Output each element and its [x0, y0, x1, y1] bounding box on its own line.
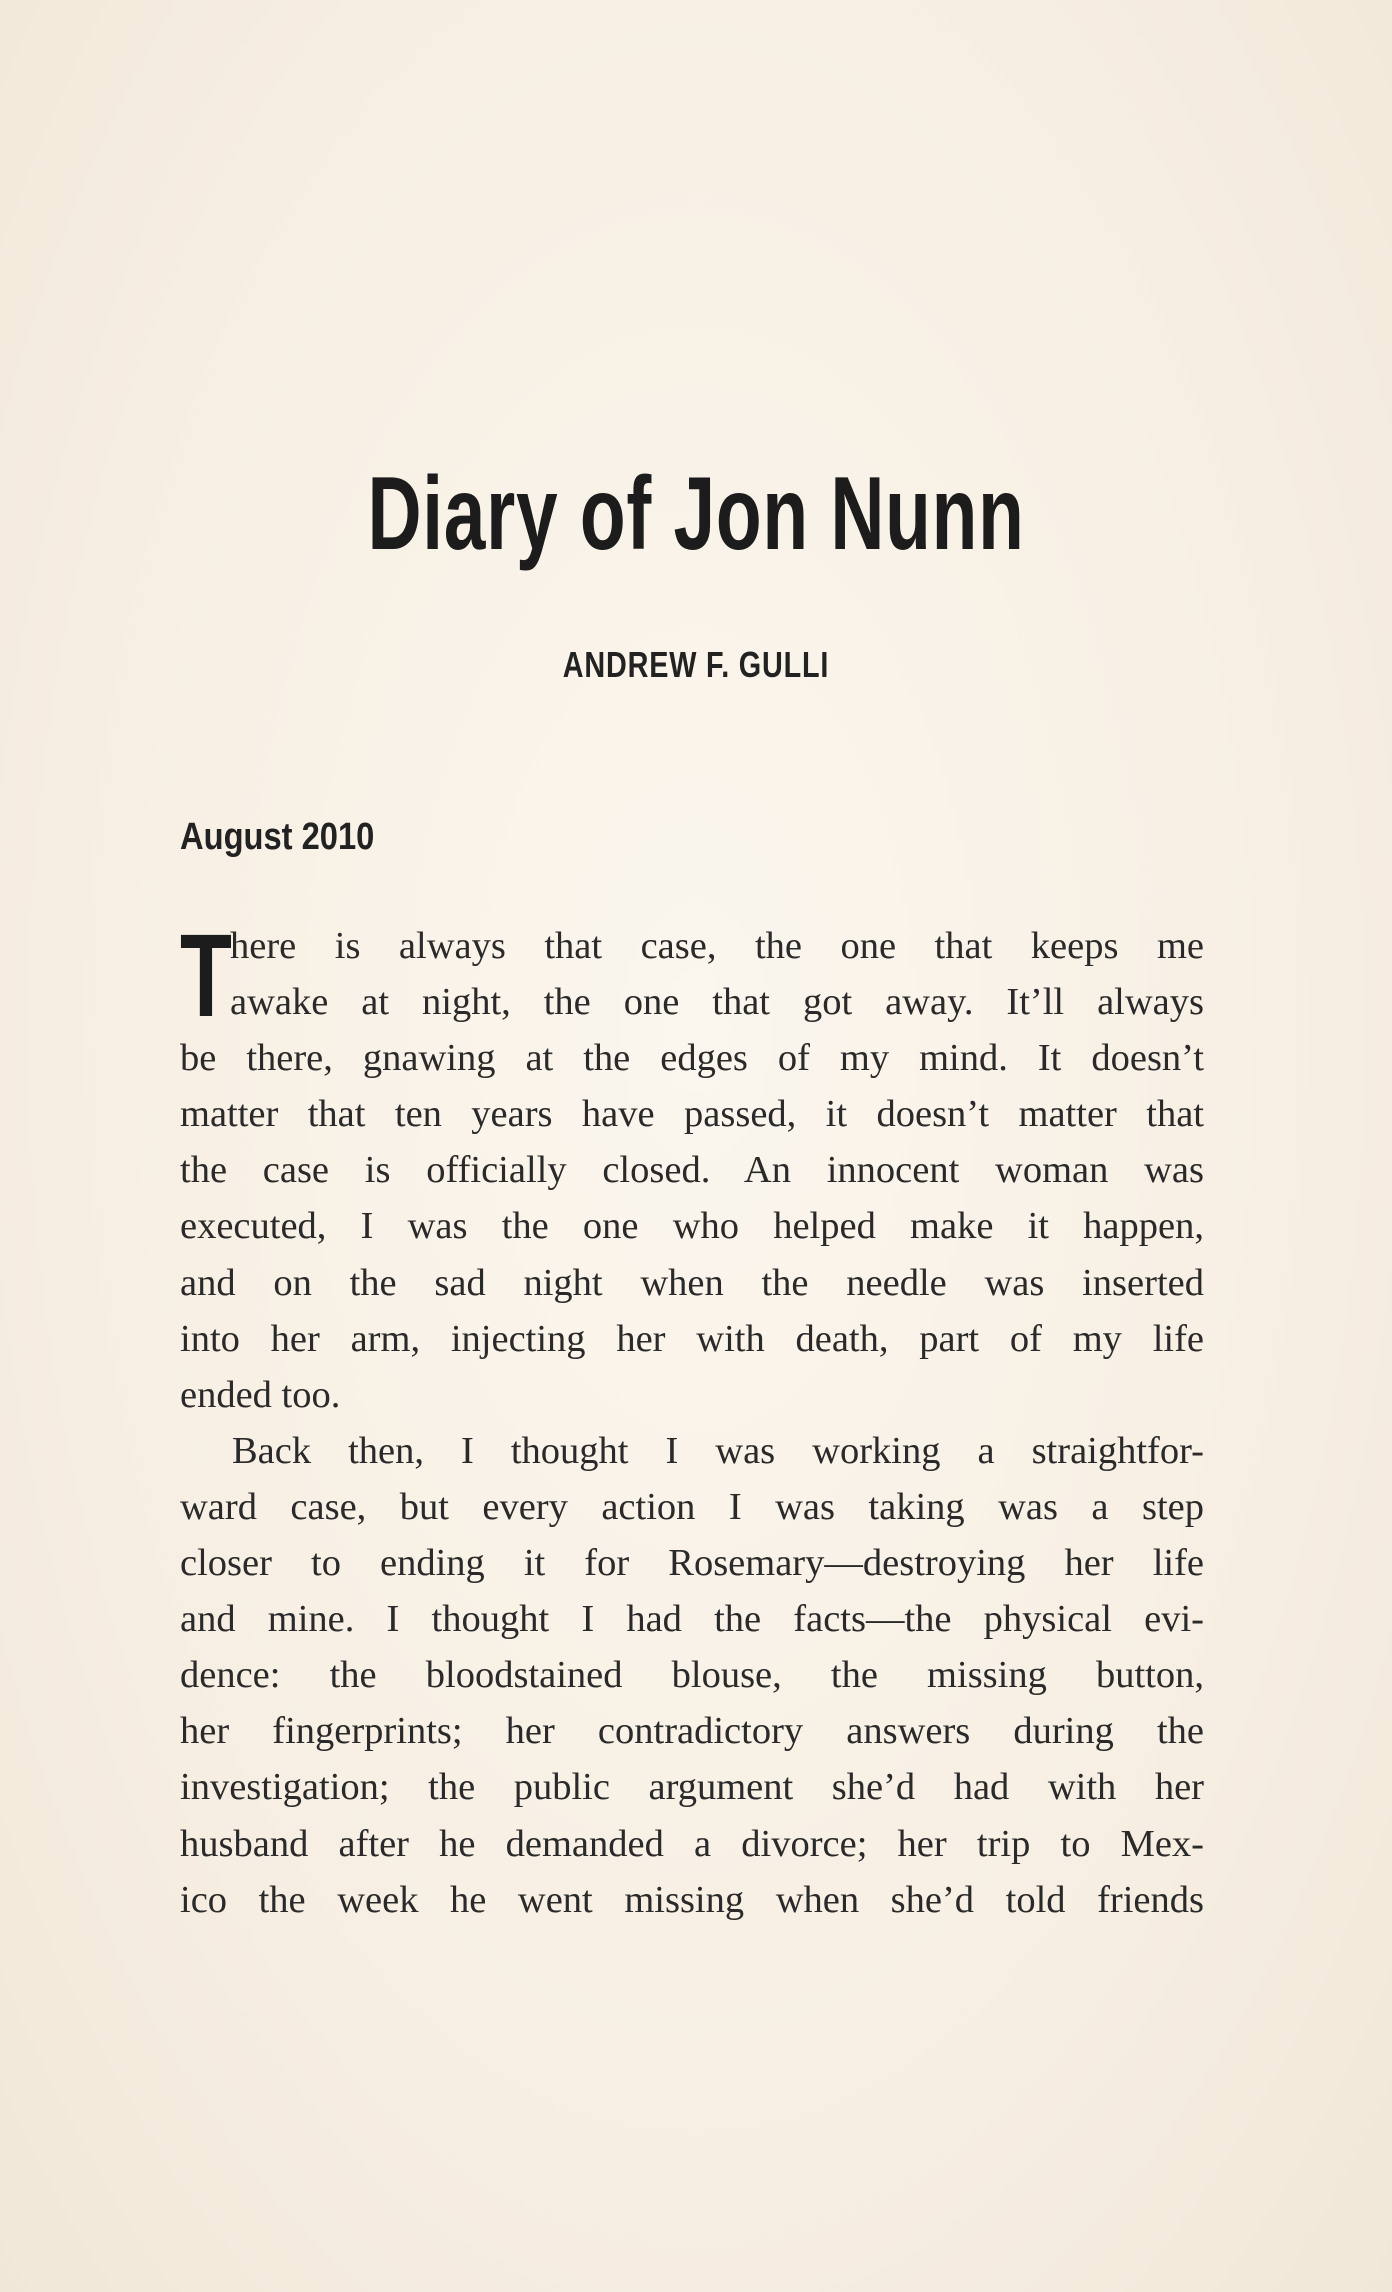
- chapter-title: Diary of Jon Nunn: [367, 456, 1025, 572]
- text-line: matter that ten years have passed, it doesn’t matter that: [180, 1093, 1204, 1136]
- text-line: executed, I was the one who helped make it happen,: [180, 1205, 1204, 1248]
- text-line: her fingerprints; her contradictory answers during the: [180, 1710, 1204, 1753]
- paragraph-2: [180, 1423, 1204, 1928]
- text-line: ico the week he went missing when she’d told friends: [180, 1878, 1204, 1921]
- text-line: and mine. I thought I had the facts—the physical evi-: [180, 1598, 1204, 1641]
- text-line: awake at night, the one that got away. It’ll always: [230, 981, 1204, 1024]
- text-line: here is always that case, the one that keeps me: [230, 925, 1204, 967]
- text-line: ward case, but every action I was taking was a step: [180, 1485, 1204, 1528]
- drop-cap: T: [180, 910, 232, 1042]
- paragraph-1: [180, 910, 1204, 1423]
- text-line: the case is officially closed. An innocent woman was: [180, 1149, 1204, 1192]
- text-line: husband after he demanded a divorce; her trip to Mex-: [180, 1822, 1204, 1865]
- text-line: dence: the bloodstained blouse, the missing button,: [180, 1654, 1204, 1697]
- text-line: Back then, I thought I was working a straightfor-: [232, 1429, 1204, 1472]
- text-line: and on the sad night when the needle was inserted: [180, 1261, 1204, 1304]
- entry-date: August 2010: [180, 816, 375, 858]
- entry-body: [180, 910, 1204, 1928]
- text-line: ended too.: [180, 1373, 341, 1416]
- text-line: investigation; the public argument she’d had with her: [180, 1766, 1204, 1809]
- text-line: into her arm, injecting her with death, part of my life: [180, 1317, 1204, 1360]
- text-line: be there, gnawing at the edges of my mind. It doesn’t: [180, 1037, 1204, 1080]
- text-line: closer to ending it for Rosemary—destroying her life: [180, 1542, 1204, 1585]
- author-name: ANDREW F. GULLI: [562, 644, 830, 685]
